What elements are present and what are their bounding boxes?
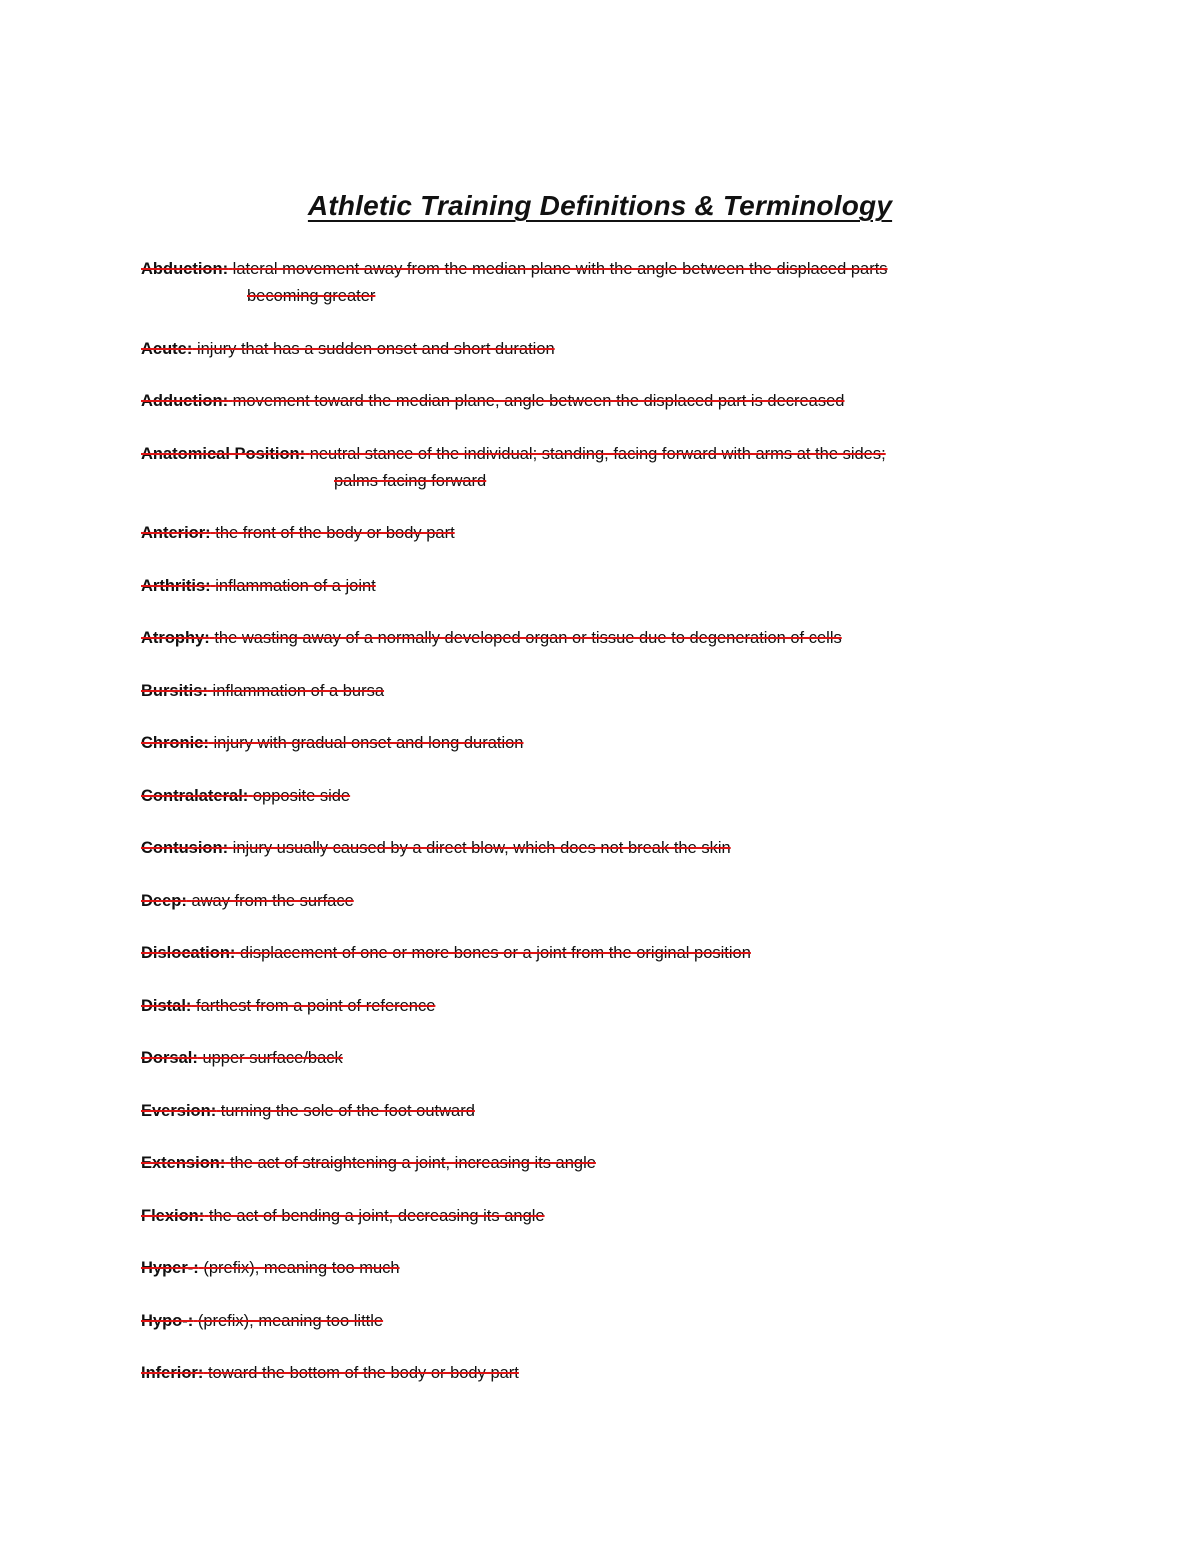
document-title: Athletic Training Definitions & Terminology	[307, 190, 893, 221]
definition-text: neutral stance of the individual; standing, facing forward with arms at the sides;	[309, 444, 886, 463]
definition-term: Bursitis:	[141, 681, 208, 700]
definition-term: Distal:	[141, 996, 192, 1015]
definition-continuation-line	[141, 283, 1061, 310]
definition-term: Acute:	[141, 339, 193, 358]
definition-continuation: becoming greater	[247, 287, 376, 305]
definition-text: toward the bottom of the body or body part	[207, 1364, 519, 1382]
definition-term: Hypo-:	[141, 1311, 194, 1330]
definition-entry	[141, 573, 1061, 600]
definition-text: the act of bending a joint, decreasing its angle	[208, 1206, 545, 1225]
definition-entry	[141, 625, 1061, 652]
definition-text: (prefix), meaning too much	[203, 1259, 400, 1277]
definition-entry	[141, 520, 1061, 547]
definition-text: injury with gradual onset and long duration	[213, 734, 524, 752]
definition-continuation-line	[141, 468, 1061, 495]
definition-entry	[141, 1255, 1061, 1282]
definition-line	[141, 1102, 475, 1120]
definition-line	[141, 629, 842, 647]
definition-text: inflammation of a bursa	[212, 681, 385, 700]
definitions-list	[141, 256, 1061, 1413]
definition-text: farthest from a point of reference	[196, 996, 436, 1015]
definition-line	[141, 682, 384, 700]
definition-entry	[141, 783, 1061, 810]
definition-text: away from the surface	[191, 891, 354, 910]
definition-line	[141, 997, 435, 1015]
definition-text: the front of the body or body part	[215, 524, 455, 542]
definition-text: turning the sole of the foot outward	[220, 1101, 475, 1120]
definition-line	[141, 445, 886, 463]
definition-line	[141, 392, 844, 410]
definition-entry	[141, 1098, 1061, 1125]
definition-line	[141, 524, 455, 542]
definition-continuation: palms facing forward	[334, 471, 487, 490]
definition-line	[141, 340, 555, 358]
definition-line	[141, 1312, 383, 1330]
definition-term: Anterior:	[141, 524, 211, 542]
definition-entry	[141, 1150, 1061, 1177]
definition-entry	[141, 441, 1061, 495]
definition-line	[141, 892, 354, 910]
definition-line	[141, 944, 751, 962]
definition-term: Adduction:	[141, 392, 229, 410]
definition-term: Eversion:	[141, 1101, 217, 1120]
definition-term: Flexion:	[141, 1206, 205, 1225]
definition-entry	[141, 993, 1061, 1020]
definition-entry	[141, 1045, 1061, 1072]
definition-text: the act of straightening a joint, increasing its angle	[229, 1154, 596, 1172]
definition-text: injury usually caused by a direct blow, which does not break the skin	[232, 839, 731, 857]
definition-entry	[141, 678, 1061, 705]
definition-entry	[141, 835, 1061, 862]
definition-term: Arthritis:	[141, 576, 211, 595]
definition-entry	[141, 730, 1061, 757]
definition-term: Atrophy:	[141, 629, 210, 647]
definition-term: Extension:	[141, 1154, 226, 1172]
definition-line	[141, 1154, 596, 1172]
definition-entry	[141, 888, 1061, 915]
definition-entry	[141, 940, 1061, 967]
definition-text: upper surface/back	[202, 1049, 343, 1067]
definition-text: inflammation of a joint	[215, 576, 376, 595]
definition-term: Chronic:	[141, 734, 209, 752]
definition-text: (prefix), meaning too little	[197, 1311, 384, 1330]
definition-text: opposite side	[252, 786, 351, 805]
definition-line	[141, 1259, 400, 1277]
definition-entry	[141, 388, 1061, 415]
definition-term: Abduction:	[141, 260, 229, 278]
definition-line	[141, 839, 731, 857]
definition-term: Contusion:	[141, 839, 229, 857]
definition-line	[141, 577, 376, 595]
definition-entry	[141, 1308, 1061, 1335]
definition-entry	[141, 256, 1061, 310]
definition-entry	[141, 336, 1061, 363]
definition-entry	[141, 1360, 1061, 1387]
definition-term: Contralateral:	[141, 786, 249, 805]
definition-text: injury that has a sudden onset and short duration	[196, 339, 555, 358]
definition-line	[141, 260, 888, 278]
definition-line	[141, 1207, 545, 1225]
definition-term: Anatomical Position:	[141, 444, 306, 463]
definition-line	[141, 1049, 343, 1067]
definition-text: movement toward the median plane, angle between the displaced part is decreased	[232, 392, 845, 410]
definition-term: Dislocation:	[141, 944, 236, 962]
definition-term: Dorsal:	[141, 1049, 198, 1067]
definition-text: displacement of one or more bones or a joint from the original position	[240, 944, 751, 962]
definition-line	[141, 787, 350, 805]
definition-term: Deep:	[141, 891, 187, 910]
definition-entry	[141, 1203, 1061, 1230]
definition-text: the wasting away of a normally developed organ or tissue due to degeneration of cells	[214, 629, 842, 647]
definition-line	[141, 1364, 519, 1382]
definition-line	[141, 734, 523, 752]
definition-term: Inferior:	[141, 1364, 204, 1382]
definition-term: Hyper-:	[141, 1259, 199, 1277]
definition-text: lateral movement away from the median plane with the angle between the displaced parts	[232, 260, 888, 278]
